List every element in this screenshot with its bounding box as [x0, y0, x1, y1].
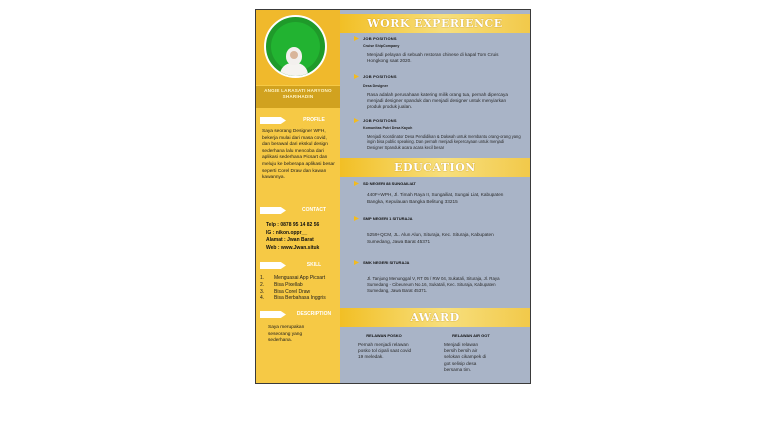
- school-address: Jl. Tanjung Menunggal V, RT 05 / RW 04, Sukatali, Situraja, Jl. Raya Sumedang - Cibeureum No.16, Sukatali, Kec. Situraja, Kabupaten Sumedang, Jawa Barat 45371.: [367, 276, 500, 294]
- contact-phone: Telp : 0878 95 14 82 56: [266, 222, 320, 228]
- sidebar: [256, 10, 340, 383]
- job-description: Menjadi pelayan di sebuah restoran chinese di kapal Tom Cruis Hongkong saat 2020.: [367, 52, 499, 64]
- bullet-icon: [354, 74, 359, 79]
- list-item: 2. Bisa Pixellab: [260, 281, 303, 288]
- job-heading: JOB POSITIONS: [363, 74, 397, 79]
- award-description: Pernah menjadi relawan posko tol cipali saat covid 19 meledak.: [358, 342, 412, 360]
- avatar-person-body: [280, 63, 308, 78]
- award-heading: RELAWAN AIR GOT: [452, 333, 490, 338]
- list-item: 3. Bisa Corel Draw: [260, 288, 311, 295]
- skill-list: [260, 275, 338, 302]
- contact-section-header: [260, 207, 338, 214]
- bullet-icon: [354, 260, 359, 265]
- work-experience-header: [340, 14, 530, 33]
- list-item: 4. Bisa Berbahasa Inggris: [260, 295, 326, 302]
- job-description: Rasa adalah perusahaan katering milik orang tua, pernah dipercaya menjadi designer spanduk dan menjadi designer untuk menyiarkan produk produk jualan.: [367, 92, 508, 110]
- job-heading: JOB POSITIONS: [363, 36, 397, 41]
- job-organization: Komunitas Putri Desa Kayuh: [363, 126, 413, 130]
- avatar: [264, 15, 327, 78]
- description-section-header: [260, 311, 338, 318]
- arrow-tab-icon: [260, 207, 286, 214]
- profile-label: PROFILE: [303, 117, 325, 123]
- school-address: 5259+QCM, JL. Alun Alun, Situraja, Kec. Situraja, Kabupaten Sumedang, Jawa Barat 45371: [367, 232, 494, 244]
- school-name: SMK NEGERI SITURAJA: [363, 260, 410, 265]
- arrow-tab-icon: [260, 117, 286, 124]
- bullet-icon: [354, 216, 359, 221]
- job-heading: JOB POSITIONS: [363, 118, 397, 123]
- school-address: 440F+WPH, Jl. Timah Raya II, Sungailiat, Sungai Liat, Kabupaten Bangka, Kepulauan Bangka Belitung 33215: [367, 192, 504, 204]
- job-organization: Cruise ShipCompany: [363, 44, 400, 48]
- bullet-icon: [354, 36, 359, 41]
- person-name: ANGIE LARASATI HARYONO SHARIHADIN: [264, 88, 332, 99]
- bullet-icon: [354, 118, 359, 123]
- skill-label: SKILL: [306, 262, 322, 268]
- description-label: DESCRIPTION: [296, 311, 332, 317]
- award-header: [340, 308, 530, 327]
- resume-page: [255, 9, 531, 384]
- arrow-tab-icon: [260, 262, 286, 269]
- award-description: Menjadi relawan bersih bersih air selokan cikampek di got selisip desa bersama tim.: [444, 342, 487, 372]
- work-experience-title: WORK EXPERIENCE: [367, 17, 503, 30]
- contact-details: [266, 222, 338, 252]
- arrow-tab-icon: [260, 311, 286, 318]
- list-item: 1. Menguasai App Picsart: [260, 275, 326, 281]
- description-text: Saya merupakan seseorang yang sederhana.: [268, 325, 305, 344]
- education-title: EDUCATION: [394, 161, 476, 174]
- contact-instagram: IG : nikon.oppr__: [266, 229, 308, 236]
- school-name: SMP NEGERI 1 SITURAJA: [363, 216, 413, 221]
- school-name: SD NEGERI 88 SUNGAILIAT: [363, 181, 416, 186]
- award-heading: RELAWAN POSKO: [366, 333, 402, 338]
- skill-section-header: [260, 262, 338, 269]
- education-header: [340, 158, 530, 177]
- avatar-person-face: [290, 51, 298, 59]
- job-description: Menjadi Koordinator Desa Pendidikan & Dakwah untuk membantu orang-orang yang ingin bisa public speaking. Dan pernah menjadi kepercayaan untuk menjadi Designer Spanduk acara acara kecil besar: [367, 134, 521, 150]
- bullet-icon: [354, 181, 359, 186]
- contact-label: CONTACT: [301, 207, 327, 213]
- profile-text: Saya seorang Designer WFH, bekerja mulai dari masa covid, dan berawal dari ekskul design sederhana lalu mencoba dari aplikasi sederhana Picsart dan meluju ke beberapa aplikasi besar seperti Corel Draw dan kawan kawannya.: [262, 129, 335, 181]
- contact-address: Alamat : Jwan Barat: [266, 237, 314, 244]
- job-organization: Desa Designer: [363, 84, 388, 88]
- award-title: AWARD: [410, 311, 460, 324]
- contact-web: Web : www.Jwan.situk: [266, 244, 320, 251]
- profile-section-header: [260, 117, 338, 124]
